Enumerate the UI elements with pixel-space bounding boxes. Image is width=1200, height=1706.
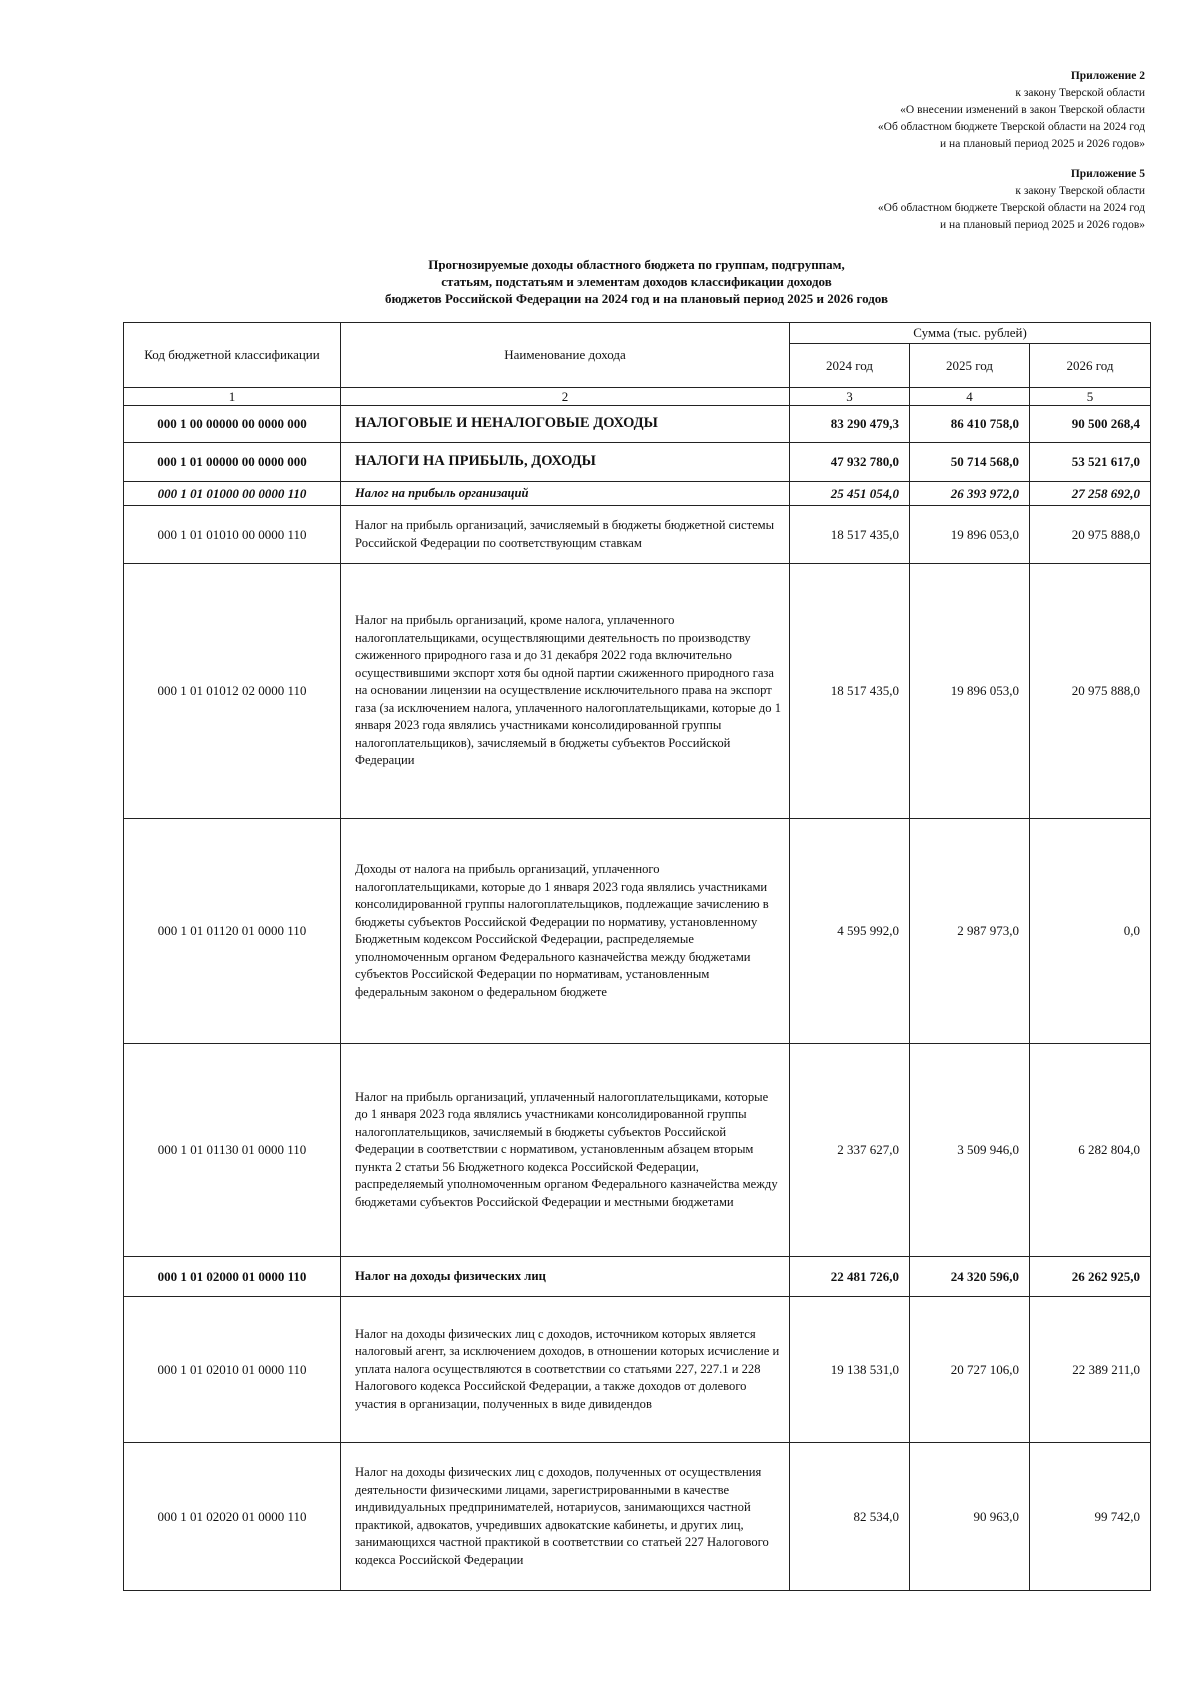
row-name: Налог на прибыль организаций, уплаченный налогоплательщиками, которые до 1 января 2023 года являлись участниками консолидированной группы налогоплательщиков, зачисляемый в бюджеты субъектов Российской Федерации в соответствии с нормативом, установленным абзацем вторым пункта 2 статьи 56 Бюджетного кодекса Российской Федерации, распределяемый уполномоченным органом Федерального казначейства между бюджетами субъектов Российской Федерации и местными бюджетами xyxy=(341,1044,790,1257)
row-value-2024: 18 517 435,0 xyxy=(790,564,910,819)
row-value-2026: 22 389 211,0 xyxy=(1030,1297,1151,1443)
row-value-2026: 20 975 888,0 xyxy=(1030,564,1151,819)
row-value-2024: 47 932 780,0 xyxy=(790,443,910,482)
row-code: 000 1 01 01120 01 0000 110 xyxy=(124,819,341,1044)
table-row xyxy=(124,1443,1151,1591)
document-title xyxy=(123,256,1150,307)
row-code: 000 1 01 01012 02 0000 110 xyxy=(124,564,341,819)
appendix-2-line: и на плановый период 2025 и 2026 годов» xyxy=(940,138,1145,150)
column-index: 1 xyxy=(124,388,341,406)
row-name: НАЛОГОВЫЕ И НЕНАЛОГОВЫЕ ДОХОДЫ xyxy=(341,406,790,443)
row-value-2024: 2 337 627,0 xyxy=(790,1044,910,1257)
table-row xyxy=(124,406,1151,443)
row-value-2025: 26 393 972,0 xyxy=(910,482,1030,506)
row-value-2026: 6 282 804,0 xyxy=(1030,1044,1151,1257)
row-value-2025: 19 896 053,0 xyxy=(910,506,1030,564)
row-name: Доходы от налога на прибыль организаций, уплаченного налогоплательщиками, которые до 1 января 2023 года являлись участниками консолидированной группы налогоплательщиков, подлежащие зачислению в бюджеты субъектов Российской Федерации по нормативу, установленному Бюджетным кодексом Российской Федерации, распределяемые уполномоченным органом Федерального казначейства между бюджетами субъектов Российской Федерации по нормативам, установленным федеральным законом о федеральном бюджете xyxy=(341,819,790,1044)
row-value-2024: 82 534,0 xyxy=(790,1443,910,1591)
row-code: 000 1 01 02010 01 0000 110 xyxy=(124,1297,341,1443)
revenue-table xyxy=(123,322,1151,1591)
table-row xyxy=(124,1257,1151,1297)
header-year-2025: 2025 год xyxy=(910,344,1030,388)
document-title-line: Прогнозируемые доходы областного бюджета по группам, подгруппам, xyxy=(428,257,845,272)
appendix-5-title: Приложение 5 xyxy=(1070,168,1145,180)
column-index: 5 xyxy=(1030,388,1151,406)
row-name: НАЛОГИ НА ПРИБЫЛЬ, ДОХОДЫ xyxy=(341,443,790,482)
document-title-line: статьям, подстатьям и элементам доходов классификации доходов xyxy=(441,274,832,289)
row-value-2026: 26 262 925,0 xyxy=(1030,1257,1151,1297)
table-row xyxy=(124,506,1151,564)
column-index: 4 xyxy=(910,388,1030,406)
row-value-2026: 27 258 692,0 xyxy=(1030,482,1151,506)
row-name: Налог на доходы физических лиц xyxy=(341,1257,790,1297)
appendix-2-title: Приложение 2 xyxy=(1070,70,1145,82)
document-title-line: бюджетов Российской Федерации на 2024 год и на плановый период 2025 и 2026 годов xyxy=(385,291,888,306)
table-row xyxy=(124,1297,1151,1443)
row-value-2024: 25 451 054,0 xyxy=(790,482,910,506)
header-year-2024: 2024 год xyxy=(790,344,910,388)
column-index: 2 xyxy=(341,388,790,406)
row-value-2026: 20 975 888,0 xyxy=(1030,506,1151,564)
table-row xyxy=(124,819,1151,1044)
row-code: 000 1 01 01000 00 0000 110 xyxy=(124,482,341,506)
appendix-5-line: «Об областном бюджете Тверской области на 2024 год xyxy=(877,202,1145,214)
row-value-2025: 90 963,0 xyxy=(910,1443,1030,1591)
row-value-2024: 19 138 531,0 xyxy=(790,1297,910,1443)
row-value-2025: 19 896 053,0 xyxy=(910,564,1030,819)
row-value-2026: 99 742,0 xyxy=(1030,1443,1151,1591)
row-name: Налог на прибыль организаций xyxy=(341,482,790,506)
row-code: 000 1 01 00000 00 0000 000 xyxy=(124,443,341,482)
row-value-2024: 18 517 435,0 xyxy=(790,506,910,564)
row-value-2026: 53 521 617,0 xyxy=(1030,443,1151,482)
column-index-row xyxy=(124,388,1151,406)
header-year-2026: 2026 год xyxy=(1030,344,1151,388)
row-value-2025: 20 727 106,0 xyxy=(910,1297,1030,1443)
row-value-2024: 4 595 992,0 xyxy=(790,819,910,1044)
row-value-2026: 0,0 xyxy=(1030,819,1151,1044)
row-code: 000 1 01 02020 01 0000 110 xyxy=(124,1443,341,1591)
table-row xyxy=(124,443,1151,482)
appendix-5-line: к закону Тверской области xyxy=(1015,185,1145,197)
table-row xyxy=(124,482,1151,506)
row-name: Налог на доходы физических лиц с доходов, источником которых является налоговый агент, за исключением доходов, в отношении которых исчисление и уплата налога осуществляются в соответствии со статьями 227, 227.1 и 228 Налогового кодекса Российской Федерации, а также доходов от долевого участия в организации, полученных в виде дивидендов xyxy=(341,1297,790,1443)
row-value-2025: 24 320 596,0 xyxy=(910,1257,1030,1297)
appendix-2-header xyxy=(878,68,1145,153)
header-name: Наименование дохода xyxy=(341,323,790,388)
header-code: Код бюджетной классификации xyxy=(124,323,341,388)
row-value-2025: 50 714 568,0 xyxy=(910,443,1030,482)
row-name: Налог на прибыль организаций, зачисляемый в бюджеты бюджетной системы Российской Федерации по соответствующим ставкам xyxy=(341,506,790,564)
row-value-2025: 2 987 973,0 xyxy=(910,819,1030,1044)
appendix-2-line: «О внесении изменений в закон Тверской области xyxy=(900,104,1145,116)
row-name: Налог на прибыль организаций, кроме налога, уплаченного налогоплательщиками, осуществляющими деятельность по производству сжиженного природного газа и до 31 декабря 2022 года включительно осуществившими экспорт хотя бы одной партии сжиженного природного газа на основании лицензии на осуществление исключительного права на экспорт газа (за исключением налога, уплаченного налогоплательщиками, которые до 1 января 2023 года являлись участниками консолидированной группы налогоплательщиков), зачисляемый в бюджеты субъектов Российской Федерации xyxy=(341,564,790,819)
appendix-2-line: «Об областном бюджете Тверской области на 2024 год xyxy=(877,121,1145,133)
row-name: Налог на доходы физических лиц с доходов, полученных от осуществления деятельности физическими лицами, зарегистрированными в качестве индивидуальных предпринимателей, нотариусов, занимающихся частной практикой, адвокатов, учредивших адвокатские кабинеты, и других лиц, занимающихся частной практикой в соответствии со статьей 227 Налогового кодекса Российской Федерации xyxy=(341,1443,790,1591)
appendix-2-line: к закону Тверской области xyxy=(1015,87,1145,99)
row-value-2025: 86 410 758,0 xyxy=(910,406,1030,443)
appendix-5-header xyxy=(878,166,1145,234)
row-value-2024: 22 481 726,0 xyxy=(790,1257,910,1297)
row-code: 000 1 01 01130 01 0000 110 xyxy=(124,1044,341,1257)
row-value-2026: 90 500 268,4 xyxy=(1030,406,1151,443)
row-value-2024: 83 290 479,3 xyxy=(790,406,910,443)
appendix-5-line: и на плановый период 2025 и 2026 годов» xyxy=(940,219,1145,231)
row-value-2025: 3 509 946,0 xyxy=(910,1044,1030,1257)
row-code: 000 1 00 00000 00 0000 000 xyxy=(124,406,341,443)
table-row xyxy=(124,564,1151,819)
header-sum: Сумма (тыс. рублей) xyxy=(790,323,1151,344)
row-code: 000 1 01 01010 00 0000 110 xyxy=(124,506,341,564)
row-code: 000 1 01 02000 01 0000 110 xyxy=(124,1257,341,1297)
table-row xyxy=(124,1044,1151,1257)
column-index: 3 xyxy=(790,388,910,406)
